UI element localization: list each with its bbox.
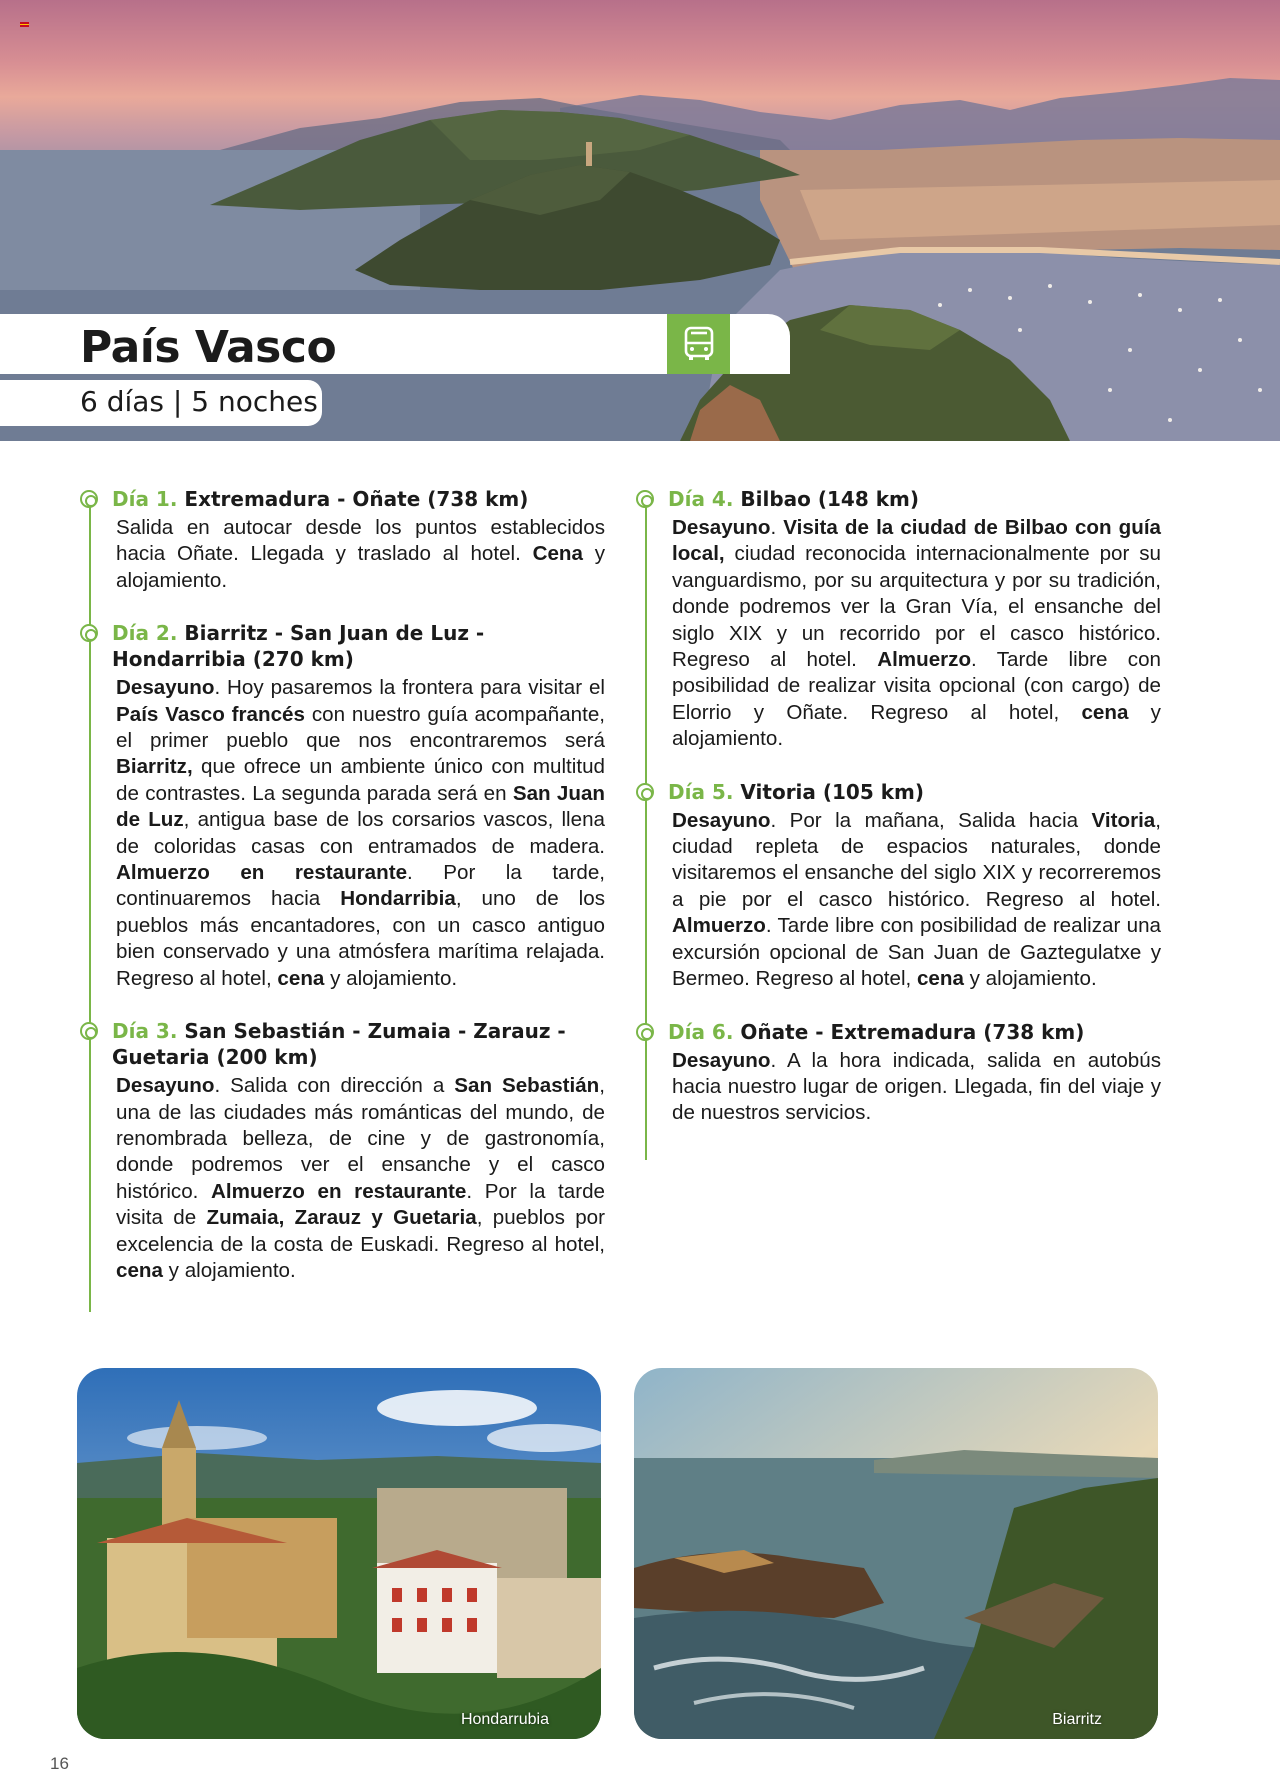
day-number: Día 3. <box>112 1019 178 1044</box>
day-title: San Sebastián - Zumaia - Zarauz - Guetaria (200 km) <box>112 1019 566 1070</box>
day-number: Día 6. <box>668 1019 734 1044</box>
description-text: , pueblos por excelencia de la costa de Euskadi. Regreso al hotel, <box>116 1206 605 1256</box>
highlight-text: San Juan de Luz <box>116 781 605 832</box>
day-heading <box>668 486 1161 512</box>
highlight-text: cena <box>916 967 964 991</box>
description-text: . Tarde libre con posibilidad de realizar una excursión opcional de San Juan de Gaztegulatxe y Bermeo. Regreso al hotel, <box>672 914 1161 991</box>
page-subtitle: 6 días | 5 noches <box>80 385 318 418</box>
highlight-text: Desayuno <box>116 1074 215 1098</box>
day-title: Biarritz - San Juan de Luz - Hondarribia (270 km) <box>112 621 485 672</box>
day-title: Bilbao (148 km) <box>740 487 920 511</box>
san-sebastian-bay-photo <box>0 0 1280 441</box>
day-heading <box>112 486 605 512</box>
highlight-text: Desayuno <box>116 676 215 700</box>
day-description <box>116 515 605 594</box>
photo-caption: Hondarrubia <box>460 1711 549 1728</box>
itinerary-day <box>636 1019 1161 1127</box>
description-text: , antigua base de los corsarios vascos, llena de coloridas casas con entramados de madera. <box>116 808 605 858</box>
day-description <box>672 1048 1161 1127</box>
hero-image <box>0 0 1280 441</box>
highlight-text: Almuerzo en restaurante <box>211 1179 467 1203</box>
highlight-text: Desayuno <box>672 1048 771 1072</box>
description-text: y alojamiento. <box>116 542 605 592</box>
highlight-text: Biarritz, <box>116 755 193 779</box>
highlight-text: Almuerzo en restaurante <box>116 861 408 885</box>
itinerary-day <box>80 1018 605 1284</box>
day-number: Día 2. <box>112 621 178 646</box>
description-text: . Hoy pasaremos la frontera para visitar el <box>214 676 605 700</box>
itinerary-day <box>80 486 605 594</box>
description-text: ciudad reconocida internacionalmente por su vanguardismo, por su arquitectura y por su tradición, donde podremos ver la Gran Vía, el ensanche del siglo XIX y un recorrido por el casco histórico. Regreso al hotel. <box>672 542 1161 672</box>
photo-caption: Biarritz <box>1052 1711 1102 1728</box>
bus-icon <box>667 314 730 374</box>
day-heading <box>668 779 1161 805</box>
timeline-dot-icon <box>80 624 98 642</box>
description-text: . Por la mañana, Salida hacia <box>770 808 1092 832</box>
highlight-text: Desayuno <box>672 808 771 832</box>
description-text: que ofrece un ambiente único con multitud de contrastes. La segunda parada será en <box>116 755 605 805</box>
description-text: . Por la tarde visita de <box>116 1179 605 1230</box>
description-text: . Tarde libre con posibilidad de realizar visita opcional (con cargo) de Elorrio y Oñate. Regreso al hotel, <box>672 648 1161 724</box>
highlight-text: Cena <box>532 542 583 566</box>
flag-icon <box>20 22 29 27</box>
itinerary-column-right <box>636 486 1161 1153</box>
highlight-text: cena <box>116 1258 163 1282</box>
description-text: . <box>770 516 784 539</box>
timeline-dot-icon <box>636 1023 654 1041</box>
highlight-text: cena <box>277 966 325 990</box>
day-description <box>672 515 1161 753</box>
description-text: . Salida con dirección a <box>214 1074 455 1098</box>
description-text: . A la hora indicada, salida en autobús hacia nuestro lugar de origen. Llegada, fin del viaje y de nuestros servicios. <box>672 1048 1161 1125</box>
timeline-dot-icon <box>636 490 654 508</box>
day-description <box>116 675 605 992</box>
description-text: con nuestro guía acompañante, el primer pueblo que nos encontraremos será <box>116 702 605 753</box>
day-number: Día 5. <box>668 779 734 804</box>
description-text: y alojamiento. <box>162 1258 296 1282</box>
description-text: Salida en autocar desde los puntos establecidos hacia Oñate. Llegada y traslado al hotel. <box>116 516 605 566</box>
highlight-text: País Vasco francés <box>116 702 305 726</box>
day-title: Extremadura - Oñate (738 km) <box>184 487 529 511</box>
highlight-text: Almuerzo <box>877 648 972 672</box>
description-text: y alojamiento. <box>324 966 458 990</box>
day-description <box>116 1073 605 1284</box>
day-number: Día 1. <box>112 487 178 511</box>
page-number: 16 <box>50 1754 69 1773</box>
itinerary-day <box>636 779 1161 993</box>
day-title: Vitoria (105 km) <box>740 779 924 804</box>
itinerary-day <box>636 486 1161 753</box>
description-text: y alojamiento. <box>963 967 1097 991</box>
photo-hondarribia <box>77 1368 601 1739</box>
day-heading <box>112 1018 605 1070</box>
itinerary-day <box>80 620 605 992</box>
timeline-dot-icon <box>636 783 654 801</box>
day-description <box>672 808 1161 993</box>
description-text: , una de las ciudades más románticas del mundo, de renombrada belleza, de cine y de gastronomía, donde podremos ver el ensanche y el casco histórico. <box>116 1074 605 1203</box>
description-text: . Por la tarde, continuaremos hacia <box>116 861 605 911</box>
photo-biarritz <box>634 1368 1158 1739</box>
highlight-text: Desayuno <box>672 516 771 539</box>
highlight-text: Visita de la ciudad de Bilbao con guía local, <box>672 516 1161 566</box>
timeline-dot-icon <box>80 1022 98 1040</box>
itinerary-column-left <box>80 486 605 1310</box>
highlight-text: Hondarribia <box>340 887 456 911</box>
page-title: País Vasco <box>80 322 337 373</box>
highlight-text: Vitoria <box>1091 808 1156 832</box>
highlight-text: San Sebastián <box>454 1074 600 1098</box>
highlight-text: Almuerzo <box>672 914 766 938</box>
highlight-text: Zumaia, Zarauz y Guetaria <box>206 1206 477 1230</box>
day-heading <box>668 1019 1161 1045</box>
day-title: Oñate - Extremadura (738 km) <box>740 1019 1085 1044</box>
description-text: , ciudad repleta de espacios naturales, donde visitaremos el ensanche del siglo XIX y recorreremos a pie por el casco histórico. Regreso al hotel. <box>672 808 1161 911</box>
highlight-text: cena <box>1081 700 1129 724</box>
day-number: Día 4. <box>668 487 734 511</box>
description-text: y alojamiento. <box>672 700 1161 751</box>
day-heading <box>112 620 605 672</box>
description-text: , uno de los pueblos más encantadores, con un casco antiguo bien conservado y una atmósfera marítima relajada. Regreso al hotel, <box>116 887 605 990</box>
timeline-dot-icon <box>80 490 98 508</box>
